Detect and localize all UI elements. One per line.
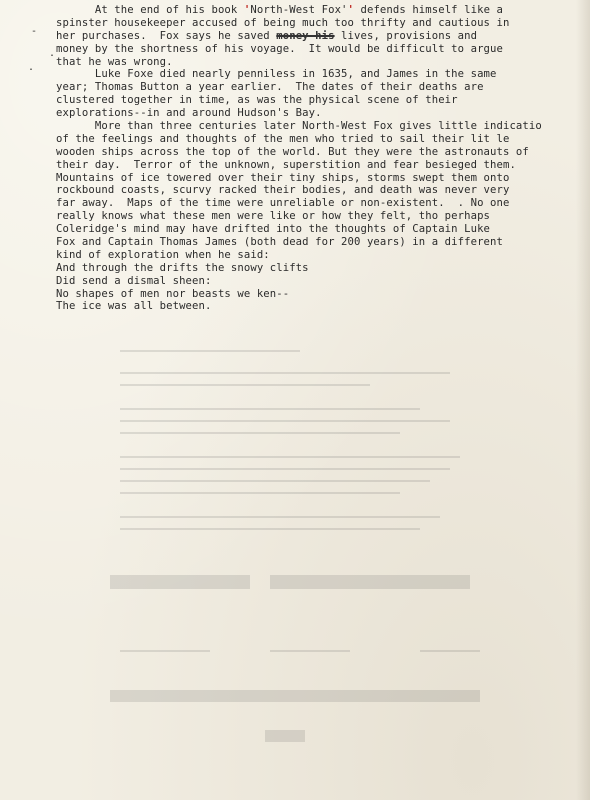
text-segment: No shapes of men nor beasts we ken-- xyxy=(56,287,290,300)
text-line xyxy=(56,30,590,43)
text-segment: spinster housekeeper accused of being much too thrifty and cautious in xyxy=(56,16,510,29)
text-line xyxy=(56,300,590,313)
text-segment: wooden ships across the top of the world. But they were the astronauts of xyxy=(56,145,529,158)
text-line xyxy=(56,17,590,30)
text-line xyxy=(56,81,590,94)
text-line xyxy=(56,236,590,249)
margin-mark: - xyxy=(31,26,38,37)
text-line xyxy=(56,275,590,288)
text-segment: Fox and Captain Thomas James (both dead for 200 years) in a different xyxy=(56,236,503,249)
text-segment: her purchases. Fox says he saved xyxy=(56,29,277,42)
text-segment: Mountains of ice towered over their tiny ships, storms swept them onto xyxy=(56,171,510,184)
text-line xyxy=(56,288,590,301)
text-segment: And through the drifts the snowy clifts xyxy=(56,261,309,274)
text-segment: The ice was all between. xyxy=(56,300,212,313)
text-line xyxy=(56,133,590,146)
text-segment: clustered together in time, as was the physical scene of their xyxy=(56,94,458,107)
margin-mark: . xyxy=(28,62,35,73)
text-line xyxy=(56,249,590,262)
text-line xyxy=(56,4,590,17)
text-line xyxy=(56,184,590,197)
text-segment: North-West Fox' xyxy=(250,4,348,16)
text-segment: explorations--in and around Hudson's Bay. xyxy=(56,107,322,120)
text-line xyxy=(56,146,590,159)
text-line xyxy=(56,68,590,81)
text-segment: At the end of his book xyxy=(56,4,244,16)
text-segment: money by the shortness of his voyage. It would be difficult to argue xyxy=(56,42,503,55)
text-line xyxy=(56,223,590,236)
text-line xyxy=(56,262,590,275)
text-line xyxy=(56,197,590,210)
text-line xyxy=(56,56,590,69)
text-segment: their day. Terror of the unknown, superstition and fear besieged them. xyxy=(56,158,516,171)
text-segment: really knows what these men were like or how they felt, tho perhaps xyxy=(56,210,491,223)
text-segment: of the feelings and thoughts of the men who tried to sail their lit le xyxy=(56,132,510,145)
text-segment: far away. Maps of the time were unreliable or non-existent. . No one xyxy=(56,197,510,210)
red-tick-mark: ' xyxy=(243,4,251,16)
text-segment: Luke Foxe died nearly penniless in 1635, and James in the same xyxy=(56,68,497,81)
red-tick-mark: ' xyxy=(347,4,355,16)
typed-text-body xyxy=(56,4,590,313)
text-segment: Coleridge's mind may have drifted into the thoughts of Captain Luke xyxy=(56,223,491,236)
text-line xyxy=(56,107,590,120)
struck-out-text: money his xyxy=(276,29,335,42)
text-segment: that he was wrong. xyxy=(56,55,173,68)
text-segment: defends himself like a xyxy=(354,4,504,16)
text-line xyxy=(56,159,590,172)
text-line xyxy=(56,210,590,223)
text-segment: More than three centuries later North-West Fox gives little indicatio xyxy=(56,120,542,133)
text-segment: Did send a dismal sheen: xyxy=(56,274,212,287)
text-segment: year; Thomas Button a year earlier. The dates of their deaths are xyxy=(56,81,484,94)
paper-edge-shadow xyxy=(576,0,590,800)
text-line xyxy=(56,43,590,56)
text-line xyxy=(56,172,590,185)
text-segment: rockbound coasts, scurvy racked their bodies, and death was never very xyxy=(56,184,510,197)
text-line xyxy=(56,120,590,133)
margin-mark: . xyxy=(49,48,56,59)
text-segment: lives, provisions and xyxy=(334,29,478,42)
text-line xyxy=(56,94,590,107)
text-segment: kind of exploration when he said: xyxy=(56,248,270,261)
